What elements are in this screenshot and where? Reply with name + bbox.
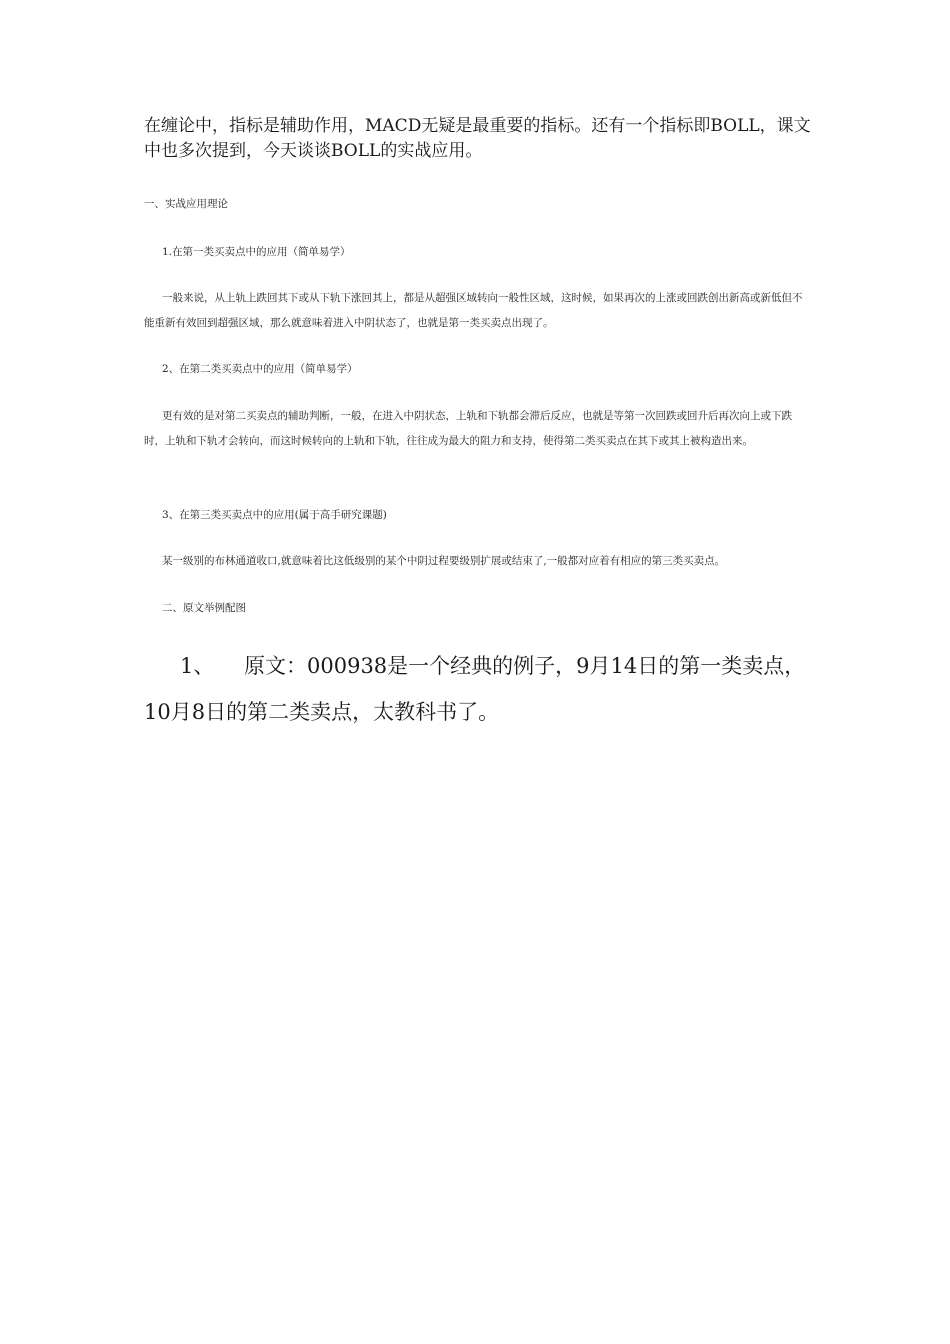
example-paragraph	[144, 643, 824, 735]
subheading-first-class: 1.在第一类买卖点中的应用（简单易学）	[162, 246, 351, 258]
section-heading-examples: 二、原文举例配图	[162, 602, 246, 614]
paragraph-third-class: 某一级别的布林通道收口,就意味着比这低级别的某个中阴过程要级别扩展或结束了,一般都对应着有相应的第三类买卖点。	[162, 555, 726, 567]
subheading-second-class: 2、在第二类买卖点中的应用（简单易学）	[162, 363, 358, 375]
example-number: 1、	[180, 654, 215, 678]
subheading-third-class: 3、在第三类买卖点中的应用(属于高手研究课题)	[162, 509, 387, 521]
paragraph-second-class: 更有效的是对第二买卖点的辅助判断，一般，在进入中阴状态，上轨和下轨都会滞后反应，也就是等第一次回跌或回升后再次向上或下跌时，上轨和下轨才会转向，而这时候转向的上轨和下轨，往往成为最大的阻力和支持，使得第二类买卖点在其下或其上被构造出来。	[144, 410, 792, 447]
paragraph-first-class: 一般来说，从上轨上跌回其下或从下轨下涨回其上，都是从超强区域转向一般性区域，这时候，如果再次的上涨或回跌创出新高或新低但不能重新有效回到超强区域，那么就意味着进入中阴状态了，也就是第一类买卖点出现了。	[144, 292, 803, 329]
section-heading-theory: 一、实战应用理论	[144, 198, 228, 210]
example-text: 原文：000938是一个经典的例子，9月14日的第一类卖点，10月8日的第二类卖点，太教科书了。	[144, 654, 806, 724]
intro-paragraph: 在缠论中，指标是辅助作用，MACD无疑是最重要的指标。还有一个指标即BOLL，课文中也多次提到，今天谈谈BOLL的实战应用。	[144, 116, 811, 161]
